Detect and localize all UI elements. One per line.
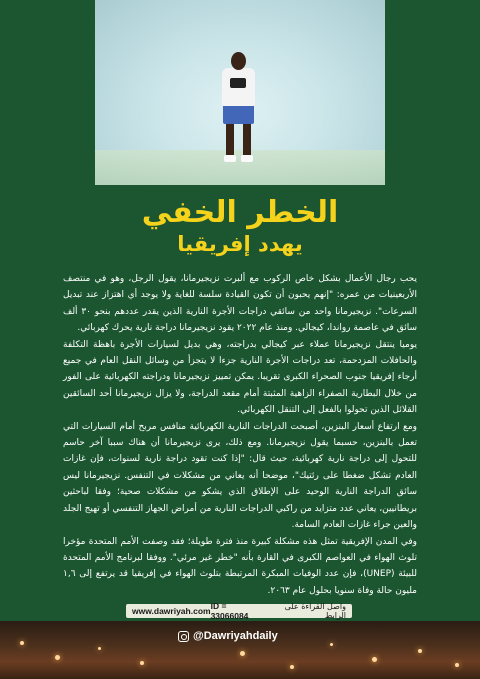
article-title: الخطر الخفي: [141, 195, 339, 230]
article-subtitle: يهدد إفريقيا: [177, 232, 303, 256]
article-id: ID = 33066084: [210, 601, 249, 621]
instagram-icon: [178, 631, 189, 642]
social-handle[interactable]: [178, 630, 278, 642]
paragraph: ومع ارتفاع أسعار البنزين، أصبحت الدراجات النارية الكهربائية منافس مربح أمام السيارات التي تعمل بالبنزين، حسبما يقول نزيجيرمانا. ومع ذلك، يرى نزيجيرمانا أن هناك سببا آخر حاسم للتحول إلى دراجة نارية كهربائية، حيث قال: "إذا كنت تقود دراجة نارية لسنوات، فإن غازات العادم تشكل ضغطا على رئتيك"، موضحا أنه يعاني من مشكلات في التنفس. نزيجيرمانا ليس سائق الدراجة النارية الوحيد على الإطلاق الذي يشكو من مشكلات صحية؛ وفقا لباحثين بريطانيين، يعاني عدد متزايد من راكبي الدراجات النارية من أمراض الجهاز التنفسي أو تهيج الجلد والعين جراء غازات العادم السامة.: [63, 421, 417, 531]
read-more-label: واصل القراءة على الرابط: [284, 602, 346, 620]
handle-text: @Dawriyahdaily: [193, 630, 278, 642]
paragraph: يوميا ينتقل نزيجيرمانا عملاء عبر كيجالي بدراجته، وهي بديل لسيارات الأجرة باهظة التكلفة والحافلات المزدحمة، تعد دراجات الأجرة النارية جزءا لا يتجزأ من وسائل النقل العام في جميع أرجاء إفريقيا جنوب الصحراء الكبرى تقريبا. يمكن تمييز نزيجيرمانا ودراجته الكهربائية على الفور من خلال البطارية الصفراء الزاهية المثبتة أمام مقعد الدراجة، ولا يزال نزيجيرمانا أحد السائقين القلائل الذين تحولوا بالفعل إلى التنقل الكهربائي.: [63, 339, 417, 416]
read-more-bar[interactable]: [126, 601, 352, 621]
article-photo: [95, 0, 385, 185]
article-body: [63, 271, 417, 599]
camera-icon: [230, 78, 246, 88]
paragraph: يحب رجال الأعمال بشكل خاص الركوب مع ألبرت نزيجيرمانا، يقول الرجل، وهو في منتصف الأربعينيات من عمره: "إنهم يحبون أن تكون القيادة سلسة للغاية ولا يوجد أي اهتزاز عند تبديل السرعات". نزيجيرمانا واحد من سائقي دراجات الأجرة النارية الذين يقدر عددهم بنحو ٣٠ ألف سائق في عاصمة رواندا، كيجالي. ومنذ عام ٢٠٢٢ يقود نزيجيرمانا دراجة نارية يحرك كهربائي.: [63, 274, 417, 334]
paragraph: وفي المدن الإفريقية تمثل هذه مشكلة كبيرة منذ فترة طويلة؛ فقد وصفت الأمم المتحدة مؤخرا تلوث الهواء في العواصم الكبرى في القارة بأنه "خطر غير مرئي". ووفقا لبرنامج الأمم المتحدة للبيئة (UNEP)، فإن عدد الوفيات المبكرة المرتبطة بتلوث الهواء في إفريقيا قد يرتفع إلى ١,٦ مليون حالة وفاة سنويا بحلول عام ٢٠٦٣.: [63, 536, 417, 596]
site-link[interactable]: www.dawriyah.com: [132, 606, 211, 616]
